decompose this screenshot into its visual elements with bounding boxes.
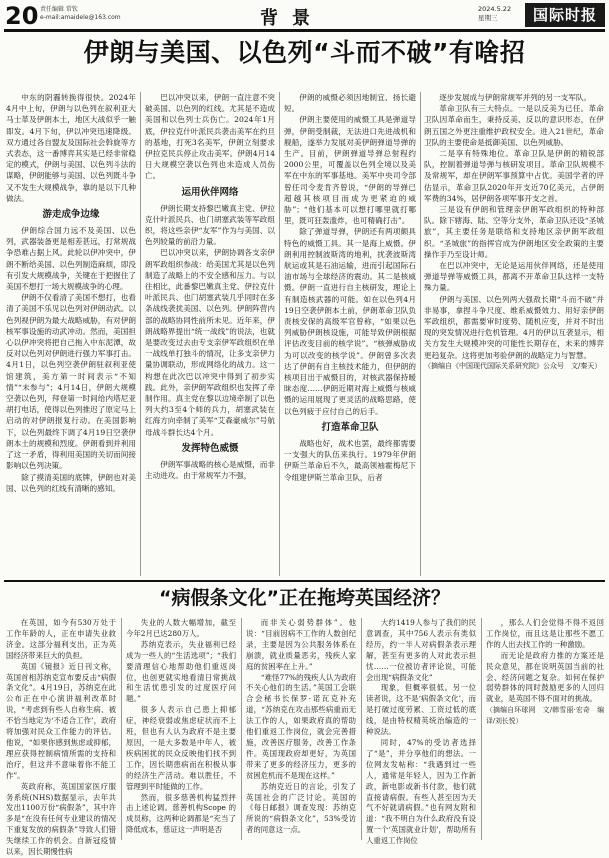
- story2-headline: “病假条文化”正在拖垮英国经济？: [159, 587, 450, 609]
- paragraph: “难怪77%的残疾人认为政府不关心他们的生活。”英国工会联合会秘书长保罗·诺瓦克补充道，“苏纳克在攻击那些病重而无法工作的人，如果政府真的帮助他们重返工作岗位，就会完善措施，改善医疗服务，改善工作条件。英国现政府却更好，为英国带来了更多的经济压力，更多的贫困危机而不是现在这样。”: [246, 672, 356, 780]
- column-divider: [140, 92, 141, 576]
- paragraph: 战略也好，战术也罢，最终都需要一支强大的队伍来执行。1979年伊朗伊斯兰革命后不久，最高领袖霍梅尼下令组建伊斯兰革命卫队，后者: [284, 438, 416, 482]
- paragraph: 英国《镜报》近日刊文称，英国首相苏纳克宣布要反击“病假条文化”。4月19日，苏纳克在此公布正在中心演讲福利改革时说，“考虑到有些人自称生病、被不恰当地定为‘不适合工作’，政府将加强对民众工作能力的评估。他说，“如果你感到焦虑或抑郁，理应获得控制病情所需的支持和治疗，但这并不意味着你不能工作”。: [6, 661, 116, 780]
- column-divider: [279, 92, 280, 576]
- story2-column-5: [486, 618, 604, 840]
- paragraph: 巴以冲突以来，伊朗协调各支亲伊朗军政组织参战：给美国尤其是以色列制造了战略上的不安全感和压力。与以往相比，此番黎巴嫩真主党、伊拉克什叶派民兵、也门胡塞武装几乎同时在多条战线袭扰美国、以色列。伊朗阵营内部的战略协同性前所未见。近年来，伊朗战略界提出“统一战线”的说法，也就是要改变过去由专支亲伊军政组织在单一战线单打独斗的情况，让多支亲伊力量协调联动，形成网络化的战力。这一构想在此次巴以冲突中得到了初步实践。此外，亲伊朗军政组织也发挥了牵制作用。真主党在黎以边境牵制了以色列大约3至4个师的兵力，胡塞武装在红海方向牵制了美军“艾森豪威尔”号航母战斗群长达4个月。: [145, 248, 275, 437]
- paragraph: 苏纳克表示，失业福利已经成为一些人的“生活选项”；“我们要清理信心地帮助他们重返岗位，也创更就实地看清日常挑战和生活忧患引发的过度医疗问题。”: [126, 639, 236, 704]
- newspaper-logo: 国际时报: [525, 3, 605, 27]
- paragraph: 除了弹道导弹，伊朗还有两项颇具特色的威慑工具。其一是海上威慑。伊朗利用控制波斯湾的地利，扰袭波斯湾航运或其是石油运输，进而引起国际石油市场与全球经济的震动。其二是核威慑。伊朗一直进行自主核研发，理论上有制造核武器的可能。如在以色列4月19日空袭伊朗本土前，伊朗革命卫队负责核安保的高级军官曾称，“如果以色列威胁伊朗核设施，可能导致伊朗根据评估改变目前的核学说”。“核弹威胁成为可以改变的核学说”。伊朗曾多次表达了伊朗有自主核技术能力，但伊朗的核项目出于威慑目的，对核武器保持暧昧态度……伊朗近期对海上威慑与核威慑的运用展现了更灵活的战略思路，使以色列疲于应付自己的后手。: [284, 227, 416, 416]
- story1-column-3: [284, 92, 416, 576]
- story2-column-1: [6, 618, 116, 857]
- paragraph: 同时，47%的受访者选择了“是”，并分享他们的想法。一位网友发帖称：“我遇到过一些人，通常是年轻人，因为工作新政，新电影或新书付款，他们就直接请病假。有些人甚至因为天气不好就请病假。”也有网友附和道：“我不明白为什么政府没有设置一个‘英国就业计划’，帮助所有人重返工作岗位: [366, 737, 476, 846]
- subheading: 发挥特色威慑: [181, 442, 239, 454]
- column-divider: [121, 618, 122, 840]
- paragraph: 伊朗综合国力远不及美国、以色列，武器装备更是相差甚远，打常规战争恐难占据上风。此轮以伊冲突中，伊朗不断给美国、以色列制造麻烦，即没有引发大规模战争，关键在于把握住了美国不想打一场大规模战争的心理。: [6, 226, 136, 292]
- paragraph: 英政府称，英国国家医疗服务系统(NHS)数据显示，去年共发出1100万份“病假条”，其中许多是“在没有任何专业建议的情况下重复发放的病假条”导致人们错失继续工作的机会。自新冠疫情以来，因长期慢性病: [6, 781, 116, 857]
- paragraph: 苏纳克近日的言论，引发了英国社会的广泛讨论。英国的《每日邮报》调查发现：苏纳克所说的“病假条文化”，53%受访者的同意这一点。: [246, 781, 356, 835]
- date-text: 2024.5.22: [478, 5, 512, 13]
- byline: （摘编自环球网 文/韩雪丽·宏奇 编译/刘长悦）: [486, 706, 604, 726]
- page-number: 20: [5, 2, 39, 30]
- paragraph: 中东的阴霾转换得很快。2024年4月中上旬，伊朗与以色列在叙利亚大马士革及伊朗本土，地区大战似乎一触即发。4月下旬，伊以冲突迅速降级。双方通过各自盟友及国际社会斡旋等方式表态，这一番博弈其实是已经非常稳定的模式，伊朗与美国、以色列斗法的谋略，伊朗能够与美国、以色列既斗争又不发生大规模战争，靠的是以下几种做法。: [6, 93, 136, 203]
- weekday-text: 星期三: [478, 14, 498, 22]
- subheading: 运用伙伴网络: [181, 186, 239, 198]
- column-divider: [361, 618, 362, 840]
- paragraph: 很多人表示自己患上抑郁症，神经衰弱或焦虑症状而不上班，但也有人认为政府不是主要原因，一是大多数是中年人，被疾病困扰的民众反映他们找不到工作，因长期患病而在积极从事的经济生产活动。难以胜任，不管理到平时能做的工作。: [126, 705, 236, 791]
- paragraph: 现象，但概率很低。另一位读者说，这不是‘病假条文化’，而是打破过度劳累、工资过低的底线，是由特权精英统治编造的一种说法。: [366, 683, 476, 737]
- paragraph: 革命卫队有三大特点。一是以反美为已任。革命卫队因革命而生，秉持反美、反以的意识形态，在伊朗五国之外更注重维护政权安全。进入21世纪，革命卫队的主要使命是抵御美国、以色列威胁。: [424, 104, 604, 147]
- editor-email: e-mail:amaidele@163.com: [40, 14, 121, 21]
- paragraph: 伊朗的威慑必须因地制宜、扬长避短。: [284, 93, 416, 114]
- paragraph: 在英国，如今有530万处于工作年龄的人，正在申请失业救济金。这部分福利支出，正为英国经济带来巨大的负担。: [6, 618, 116, 660]
- story2-column-4: [366, 618, 476, 846]
- issue-date: [478, 5, 511, 23]
- paragraph: 在巴以冲突中，无论是运用伙伴网络，还是使用弹道导弹等威慑工具，都离不开革命卫队这样一支特殊力量。: [424, 261, 604, 293]
- paragraph: 伊朗军事战略的核心是威慑，而非主动进攻。由于常规军力不强，: [145, 459, 275, 481]
- column-divider: [420, 92, 421, 576]
- paragraph: 三是设有伊朗和管理亲伊朗军政组织的特种部队。除下辖海、陆、空等分支外，革命卫队还设“圣城旅”，其主要任务是联络和支持地区亲伊朗军政组织。“圣城旅”的指挥官成为伊朗地区安全政策的主要操作手乃至设计师。: [424, 205, 604, 259]
- story1-column-1: [6, 92, 136, 576]
- paragraph: 然而，很多慈善机构猛烈抨击上述论调。慈善机构Scope 的成员称，这两种论调都是“充当了降低成本，慈证这一声明是否: [126, 792, 236, 835]
- paragraph: 大约1419人参与了我们的民意调查，其中756人表示有类似经历，约一半人对病假条表示理解，甚至有更多的人对此表示担忧……一位被访者评论说，可能会出现“病假条文化”: [366, 618, 476, 682]
- paragraph: 巴以冲突以来，伊朗一直注意不突破美国、以色列的红线。尤其是不造成美国和以色列士兵伤亡。2024年1月底，伊拉克什叶派民兵袭击美军在约旦的基地，打死3名美军，伊朗立刻要求伊拉克民兵停止攻击美军。伊朗4月14日大规模空袭以色列也未造成人员伤亡。: [145, 93, 275, 181]
- paragraph: ，那么人们会觉得不得不返回工作岗位，而且这是让那些不愿工作的人出去找工作的一种激励。: [486, 618, 604, 649]
- story2-column-3: [246, 618, 356, 840]
- paragraph: 而非关心弱势群体”。他说：“目前因病不工作的人数创纪录，主要是因为公共服务体系在崩溃，就业质量恶劣，残疾人家庭的贫困率在上升。”: [246, 618, 356, 671]
- column-divider: [481, 618, 482, 840]
- editor-name: 责任编辑 常钦: [40, 6, 78, 13]
- page-header: [0, 0, 609, 32]
- subheading: 游走成争边缘: [42, 209, 100, 221]
- story-separator: [4, 580, 605, 582]
- paragraph: 失业的人数大幅增加，截至今年2月已达280万人。: [126, 618, 236, 638]
- paragraph: 伊朗不仅看清了美国不想打，也看清了美国不乐见以色列对伊朗动武。以色列视伊朗为最大战略威胁，有对伊朗核军事设施的动武冲动。然而，美国担心以伊冲突将把自己拖入中东泥潭，故反对以色列对伊朗进行强力军事打击。4月1日，以色列空袭伊朗驻叙利亚使馆建筑，美方第一时间表示“不知情”“未参与”；4月14日，伊朗大规模空袭以色列，拜登第一时间给内塔尼亚胡打电话，使得以色列推迟了原定马上启动的对伊朗报复行动。在美国影响下，以色列最终下调了4月19日空袭伊朗本土的规模和烈度。伊朗看到并利用了这一矛盾，得利用美国的关切而间接影响以色列决策。: [6, 293, 136, 471]
- paragraph: 除了摸清美国的底牌，伊朗也对美国、以色列的红线有清晰的感知。: [6, 472, 136, 493]
- paragraph: 二是享有特殊地位。革命卫队是伊朗的精锐部队，控制着弹道导弹与核研发项目。革命卫队规模不及常规军，却在伊朗军事预算中占优。美国学者的评估显示，革命卫队2020年开支近70亿美元，占伊朗军费的34%，居伊朗各项军事开支之首。: [424, 149, 604, 203]
- paragraph: 伊朗主要使用的威慑工具是弹道导弹，伊朗受制裁，无法进口先进战机和舰船，遂举力发展对美伊朗弹道导弹的生产。目前，伊朗弹道导弹总射程约2000公里，可覆盖以色列全境以及美军在中东的军事基地。美军中央司令部曾任司令麦肯齐曾说，“伊朗的导弹已超越其核项目而成为更紧迫的威胁”；“他们基本可以想打哪里就打哪里，既可狂轰滥炸，也可精确打击”。: [284, 115, 416, 226]
- story1-column-4: [424, 92, 604, 576]
- header-rule: [4, 29, 605, 32]
- section-title: 背景: [260, 8, 324, 29]
- story2-column-2: [126, 618, 236, 840]
- paragraph: 伊朗长期支持黎巴嫩真主党、伊拉克什叶派民兵、也门胡塞武装等军政组织，将这些亲伊“友军”作为与美国、以色列较量的前沿力量。: [145, 203, 275, 247]
- paragraph: 逐步发展成与伊朗常规军并列的另一支军队。: [439, 93, 592, 102]
- editor-info: [40, 6, 121, 22]
- paragraph: 伊朗与美国、以色列两大强敌长期“斗而不破”并非易事，拿捏斗争尺度、维系威慑效力、用好亲伊朗军政组织，都需要审时度势、随机应变，并对不时出现的突发情况进行危机管理。4月的伊以互袭显示，相关方发生大规模冲突的可能性长期存在，未来的博弈更趋复杂。这将更加考验伊朗的战略定力与智慧。: [424, 294, 604, 360]
- story1-column-2: [145, 92, 275, 576]
- paragraph: 而无论是政府力推的方案还是民众意见，都在说明英国当前的社会、经济问题之复杂。如何在保护弱势群体的同时鼓励更多的人回归就业，是英国不得不面对的挑战。: [486, 650, 604, 704]
- subheading: 打造革命卫队: [321, 421, 379, 433]
- byline: （摘编自《中国现代国际关系研究院》公众号 文/秦天）: [424, 361, 602, 370]
- story1-headline: 伊朗与美国、以色列“斗而不破”有啥招: [83, 38, 526, 67]
- column-divider: [241, 618, 242, 840]
